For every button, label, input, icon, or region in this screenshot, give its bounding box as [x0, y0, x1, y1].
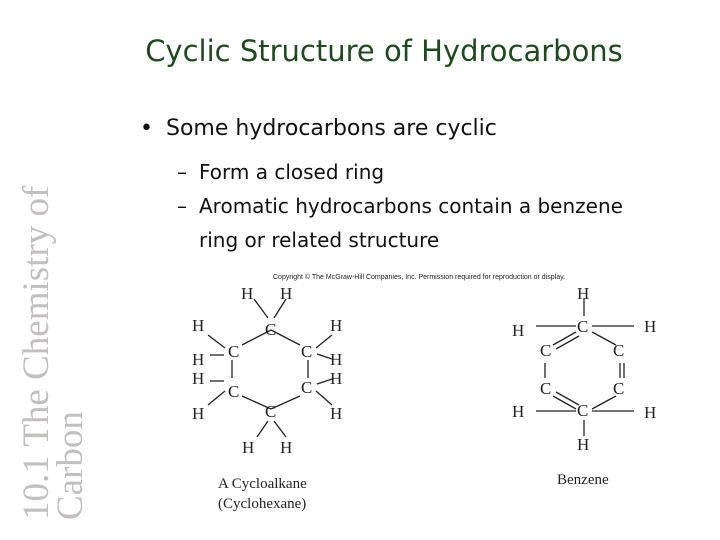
- atom-h: H: [280, 284, 293, 303]
- atom-c: C: [301, 378, 313, 397]
- atom-h: H: [512, 402, 525, 421]
- cyclohexane-atoms: [192, 284, 342, 457]
- atom-c: C: [540, 379, 552, 398]
- atom-c: C: [265, 320, 277, 339]
- atom-c: C: [540, 341, 552, 360]
- copyright-notice: Copyright © The McGraw-Hill Companies, Inc. Permission required for reproduction or display.: [273, 274, 566, 281]
- subbullet-text: Form a closed ring: [199, 160, 385, 184]
- side-label-line-1: 10.1 The Chemistry of: [16, 185, 57, 520]
- atom-h: H: [280, 438, 293, 457]
- atom-h: H: [330, 350, 343, 369]
- atom-c: C: [228, 342, 240, 361]
- atom-c: C: [613, 379, 625, 398]
- slide-title: Cyclic Structure of Hydrocarbons: [145, 34, 623, 68]
- dash-icon: –: [177, 194, 187, 218]
- atom-h: H: [192, 369, 205, 388]
- atom-h: H: [644, 317, 657, 336]
- bullet-item: [140, 116, 623, 141]
- bullet-text: Some hydrocarbons are cyclic: [166, 116, 497, 141]
- structure-drawing: [168, 268, 688, 528]
- atom-h: H: [330, 404, 343, 423]
- benzene-caption: Benzene: [557, 472, 609, 488]
- atom-c: C: [265, 402, 277, 421]
- atom-h: H: [577, 435, 590, 454]
- structure-figure: [168, 268, 688, 528]
- atom-c: C: [613, 341, 625, 360]
- side-label-line-2: Carbon: [50, 411, 91, 520]
- cyclohexane-subcaption: (Cyclohexane): [218, 496, 307, 512]
- cyclohexane-caption: A Cycloalkane: [218, 476, 307, 492]
- atom-c: C: [577, 401, 589, 420]
- atom-h: H: [644, 403, 657, 422]
- atom-c: C: [577, 317, 589, 336]
- atom-h: H: [192, 350, 205, 369]
- atom-h: H: [512, 321, 525, 340]
- subbullet-item: [177, 189, 623, 257]
- atom-h: H: [577, 284, 590, 303]
- dash-icon: –: [177, 160, 187, 184]
- atom-h: H: [192, 316, 205, 335]
- atom-c: C: [228, 382, 240, 401]
- atom-h: H: [242, 438, 255, 457]
- bullet-dot-icon: •: [140, 116, 153, 141]
- side-section-label: [16, 110, 91, 520]
- atom-c: C: [301, 342, 313, 361]
- subbullet-text: Aromatic hydrocarbons contain a benzene: [199, 194, 623, 218]
- subbullet-text-continued: ring or related structure: [199, 228, 440, 252]
- atom-h: H: [330, 369, 343, 388]
- subbullet-item: [177, 155, 623, 189]
- atom-h: H: [192, 404, 205, 423]
- atom-h: H: [241, 284, 254, 303]
- bullet-list: [140, 116, 623, 257]
- atom-h: H: [330, 316, 343, 335]
